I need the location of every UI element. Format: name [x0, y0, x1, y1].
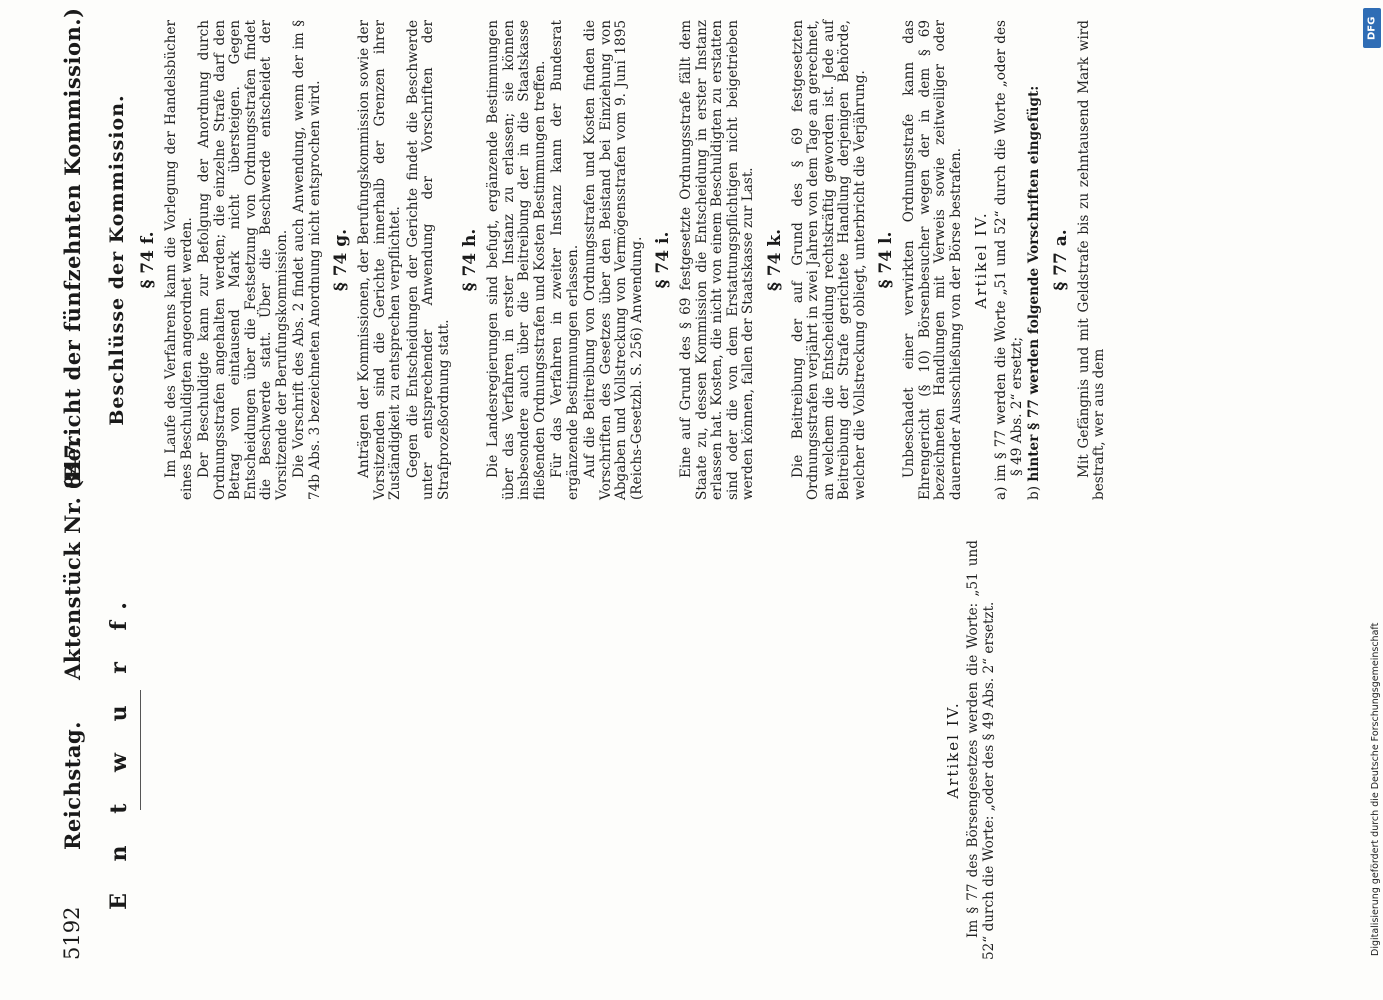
section-heading: § 74 i.	[653, 231, 673, 289]
draft-title: E n t w u r f.	[106, 590, 132, 910]
section-heading-77a: § 77 a.	[1050, 229, 1071, 291]
list-item	[1027, 20, 1043, 500]
dfg-credit: Digitalisierung gefördert durch die Deutsche Forschungsgemeinschaft	[1370, 622, 1381, 956]
paragraph: Anträgen der Kommissionen, der Berufungskommission sowie der Vorsitzenden sind die Gerichte innerhalb der Grenzen ihrer Zuständigkeit zu entsprechen verpflichtet.	[356, 20, 403, 500]
section-74k	[765, 20, 869, 500]
page-number: 5192	[60, 906, 84, 960]
item-label: b)	[1026, 485, 1042, 500]
paragraph: Die Beitreibung der auf Grund des § 69 festgesetzten Ordnungsstrafen verjährt in zwei Jahren von dem Tage an gerechnet, an welchem die Entscheidung rechtskräftig geworden ist. Jede auf Beitreibung der Strafe gerichtete Handlung derjenigen Behörde, welcher die Vollstreckung obliegt, unterbricht die Verjährung.	[789, 20, 868, 500]
report-subtitle: (Bericht der fünfzehnten Kommission.)	[60, 7, 85, 490]
section-74h	[460, 20, 645, 500]
paragraph: Auf die Beitreibung von Ordnungsstrafen und Kosten finden die Vorschriften des Gesetzes über den Beistand bei Einziehung von Abgaben und Vollstreckung von Vermögensstrafen vom 9. Juni 1895 (Reichs-Gesetzbl. S. 256) Anwendung.	[582, 20, 645, 500]
paragraph: Eine auf Grund des § 69 festgesetzte Ordnungsstrafe fällt dem Staate zu, dessen Kommission die Entscheidung in erster Instanz erlassen hat. Kosten, die nicht von einem Beschuldigten zu erstatten sind oder die von dem Erstattungspflichtigen nicht beigetrieben werden können, fallen der Staatskasse zur Last.	[678, 20, 756, 500]
running-title: Reichstag.	[60, 721, 85, 850]
dfg-sidebar	[1355, 0, 1383, 1000]
left-article	[936, 540, 999, 960]
item-label: a)	[993, 486, 1009, 500]
section-heading: § 74 f.	[138, 231, 158, 289]
title-rule	[140, 690, 141, 810]
section-74f	[138, 20, 323, 500]
list-item	[994, 20, 1025, 500]
section-74l	[876, 20, 964, 500]
paragraph: Die Landesregierungen sind befugt, ergänzende Bestimmungen über das Verfahren in erster Instanz zu erlassen; sie können insbesondere auch über die Beitreibung der in die Staatskasse fließenden Ordnungsstrafen und Kosten Bestimmungen treffen.	[485, 20, 548, 500]
right-article-title: Artikel IV.	[972, 211, 990, 309]
section-heading: § 74 g.	[331, 228, 351, 292]
dfg-logo: DFG	[1363, 8, 1381, 48]
item-text: hinter § 77 werden folgende Vorschriften eingefügt:	[1026, 85, 1042, 482]
section-heading: § 74 l.	[876, 231, 896, 289]
left-article-title: Artikel IV.	[944, 701, 962, 799]
section-74g	[331, 20, 452, 500]
paragraph: Gegen die Entscheidungen der Gerichte findet die Beschwerde unter entsprechender Anwendung der Vorschriften der Strafprozeßordnung statt.	[404, 20, 452, 500]
section-heading: § 74 k.	[764, 228, 785, 292]
paragraph: Für das Verfahren in zweiter Instanz kann der Bundesrat ergänzende Bestimmungen erlassen.	[549, 20, 581, 500]
commission-title: Beschlüsse der Kommission.	[106, 94, 128, 426]
paragraph: Im Laufe des Verfahrens kann die Vorlegung der Handelsbücher eines Beschuldigten angeordnet werden.	[163, 20, 195, 500]
paragraph: Der Beschuldigte kann zur Befolgung der Anordnung durch Ordnungsstrafen angehalten werden; die einzelne Strafe darf den Betrag von eintausend Mark nicht übersteigen. Gegen Entscheidungen über die Festsetzung von Ordnungsstrafen findet die Beschwerde statt. Über die Beschwerde entscheidet der Vorsitzende der Berufungskommission.	[196, 20, 290, 500]
section-74i	[653, 20, 757, 500]
paragraph: Unbeschadet einer verwirkten Ordnungsstrafe kann das Ehrengericht (§ 10) Börsenbesucher wegen der in dem § 69 bezeichneten Handlungen mit Verweis sowie zeitweiliger oder dauernder Ausschließung von der Börse bestrafen.	[901, 20, 964, 500]
paragraph: Mit Gefängnis und mit Geldstrafe bis zu zehntausend Mark wird bestraft, wer aus dem	[1075, 20, 1107, 500]
section-heading: § 74 h.	[460, 228, 480, 292]
paragraph: Die Vorschrift des Abs. 2 findet auch Anwendung, wenn der im § 74b Abs. 3 bezeichneten Anordnung nicht entsprochen wird.	[291, 20, 323, 500]
left-article-text: Im § 77 des Börsengesetzes werden die Worte: „51 und 52“ durch die Worte: „oder des § 49 Abs. 2“ ersetzt.	[965, 540, 997, 960]
rotated-sheet	[50, 7, 1340, 960]
aktenstueck-number: Aktenstück Nr. 847.	[60, 435, 85, 680]
item-text: im § 77 werden die Worte „51 und 52“ durch die Worte „oder des § 49 Abs. 2“ ersetzt;	[993, 19, 1025, 482]
page-header	[50, 7, 90, 960]
right-column	[106, 20, 1110, 500]
